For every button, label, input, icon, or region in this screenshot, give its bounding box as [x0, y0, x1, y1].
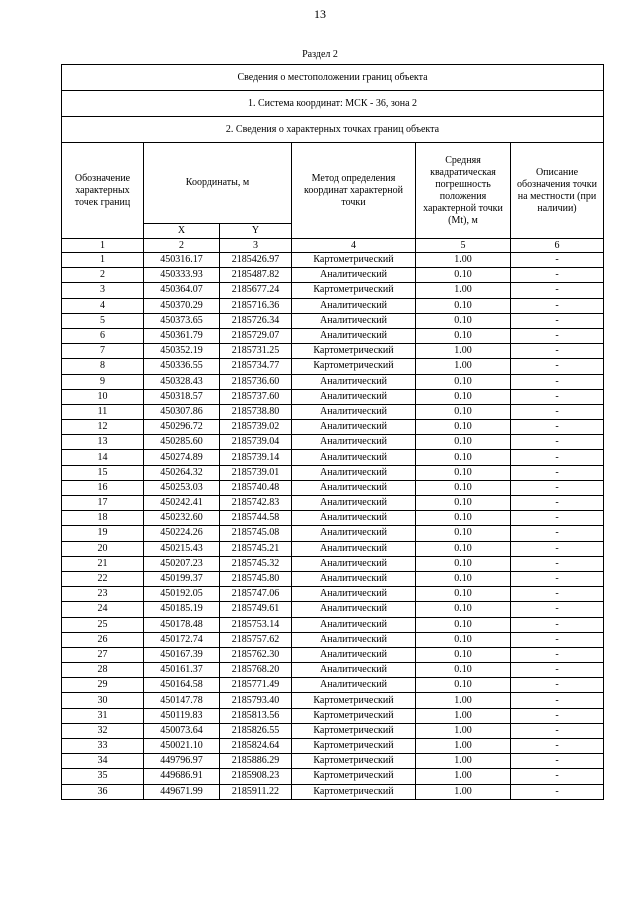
- method-cell: Аналитический: [292, 496, 416, 511]
- x-cell: 450364.07: [144, 283, 220, 298]
- table-row: [62, 374, 604, 389]
- y-cell: 2185739.04: [220, 435, 292, 450]
- x-cell: 450285.60: [144, 435, 220, 450]
- table-row: [62, 359, 604, 374]
- description-cell: -: [511, 708, 604, 723]
- description-cell: -: [511, 571, 604, 586]
- accuracy-cell: 1.00: [416, 769, 511, 784]
- y-cell: 2185739.02: [220, 420, 292, 435]
- point-id-cell: 22: [62, 571, 144, 586]
- table-row: [62, 571, 604, 586]
- y-cell: 2185745.32: [220, 556, 292, 571]
- y-cell: 2185824.64: [220, 739, 292, 754]
- table-row: [62, 253, 604, 268]
- boundary-points-table: [61, 64, 604, 800]
- point-id-cell: 19: [62, 526, 144, 541]
- method-cell: Аналитический: [292, 450, 416, 465]
- table-row: [62, 647, 604, 662]
- table-row: [62, 268, 604, 283]
- y-cell: 2185762.30: [220, 647, 292, 662]
- table-row: [62, 389, 604, 404]
- method-cell: Аналитический: [292, 511, 416, 526]
- x-cell: 450021.10: [144, 739, 220, 754]
- header-accuracy: Средняя квадратическая погрешность положения характерной точки (Mt), м: [416, 143, 511, 239]
- page-number: 13: [314, 7, 326, 21]
- accuracy-cell: 0.10: [416, 435, 511, 450]
- method-cell: Аналитический: [292, 571, 416, 586]
- accuracy-cell: 0.10: [416, 389, 511, 404]
- description-cell: -: [511, 511, 604, 526]
- table-title: Сведения о местоположении границ объекта: [62, 65, 604, 91]
- point-id-cell: 1: [62, 253, 144, 268]
- y-cell: 2185745.80: [220, 571, 292, 586]
- y-cell: 2185753.14: [220, 617, 292, 632]
- point-id-cell: 26: [62, 632, 144, 647]
- x-cell: 450164.58: [144, 678, 220, 693]
- point-id-cell: 17: [62, 496, 144, 511]
- accuracy-cell: 1.00: [416, 344, 511, 359]
- description-cell: -: [511, 313, 604, 328]
- method-cell: Аналитический: [292, 435, 416, 450]
- header-point: Обозначение характерных точек границ: [62, 143, 144, 239]
- description-cell: -: [511, 420, 604, 435]
- point-id-cell: 29: [62, 678, 144, 693]
- x-cell: 450207.23: [144, 556, 220, 571]
- description-cell: -: [511, 693, 604, 708]
- point-id-cell: 6: [62, 328, 144, 343]
- y-cell: 2185426.97: [220, 253, 292, 268]
- y-cell: 2185745.21: [220, 541, 292, 556]
- x-cell: 450167.39: [144, 647, 220, 662]
- header-method: Метод определения координат характерной точки: [292, 143, 416, 239]
- x-cell: 450119.83: [144, 708, 220, 723]
- x-cell: 450215.43: [144, 541, 220, 556]
- accuracy-cell: 1.00: [416, 708, 511, 723]
- description-cell: -: [511, 663, 604, 678]
- y-cell: 2185745.08: [220, 526, 292, 541]
- description-cell: -: [511, 602, 604, 617]
- point-id-cell: 7: [62, 344, 144, 359]
- y-cell: 2185911.22: [220, 784, 292, 799]
- description-cell: -: [511, 526, 604, 541]
- description-cell: -: [511, 632, 604, 647]
- description-cell: -: [511, 374, 604, 389]
- y-cell: 2185731.25: [220, 344, 292, 359]
- method-cell: Аналитический: [292, 556, 416, 571]
- table-row: [62, 632, 604, 647]
- description-cell: -: [511, 435, 604, 450]
- y-cell: 2185677.24: [220, 283, 292, 298]
- table-row: [62, 420, 604, 435]
- point-id-cell: 20: [62, 541, 144, 556]
- method-cell: Аналитический: [292, 480, 416, 495]
- accuracy-cell: 0.10: [416, 268, 511, 283]
- point-id-cell: 25: [62, 617, 144, 632]
- method-cell: Картометрический: [292, 344, 416, 359]
- point-id-cell: 2: [62, 268, 144, 283]
- x-cell: 450316.17: [144, 253, 220, 268]
- points-heading: 2. Сведения о характерных точках границ объекта: [62, 117, 604, 143]
- accuracy-cell: 0.10: [416, 313, 511, 328]
- y-cell: 2185487.82: [220, 268, 292, 283]
- column-number: 4: [292, 239, 416, 253]
- method-cell: Картометрический: [292, 253, 416, 268]
- accuracy-cell: 0.10: [416, 511, 511, 526]
- accuracy-cell: 0.10: [416, 602, 511, 617]
- y-cell: 2185736.60: [220, 374, 292, 389]
- description-cell: -: [511, 739, 604, 754]
- accuracy-cell: 0.10: [416, 587, 511, 602]
- accuracy-cell: 0.10: [416, 480, 511, 495]
- y-cell: 2185813.56: [220, 708, 292, 723]
- description-cell: -: [511, 769, 604, 784]
- description-cell: -: [511, 328, 604, 343]
- x-cell: 450161.37: [144, 663, 220, 678]
- accuracy-cell: 1.00: [416, 784, 511, 799]
- column-number: 2: [144, 239, 220, 253]
- point-id-cell: 23: [62, 587, 144, 602]
- point-id-cell: 30: [62, 693, 144, 708]
- table-row: [62, 754, 604, 769]
- accuracy-cell: 1.00: [416, 723, 511, 738]
- column-number: 3: [220, 239, 292, 253]
- accuracy-cell: 0.10: [416, 404, 511, 419]
- x-cell: 450274.89: [144, 450, 220, 465]
- y-cell: 2185886.29: [220, 754, 292, 769]
- accuracy-cell: 1.00: [416, 253, 511, 268]
- y-cell: 2185737.60: [220, 389, 292, 404]
- description-cell: -: [511, 678, 604, 693]
- point-id-cell: 14: [62, 450, 144, 465]
- x-cell: 450172.74: [144, 632, 220, 647]
- method-cell: Аналитический: [292, 602, 416, 617]
- accuracy-cell: 0.10: [416, 678, 511, 693]
- table-row: [62, 617, 604, 632]
- y-cell: 2185740.48: [220, 480, 292, 495]
- table-row: [62, 480, 604, 495]
- table-row: [62, 283, 604, 298]
- table-row: [62, 313, 604, 328]
- method-cell: Аналитический: [292, 328, 416, 343]
- x-cell: 450192.05: [144, 587, 220, 602]
- table-row: [62, 526, 604, 541]
- table-row: [62, 465, 604, 480]
- x-cell: 450352.19: [144, 344, 220, 359]
- y-cell: 2185734.77: [220, 359, 292, 374]
- description-cell: -: [511, 404, 604, 419]
- description-cell: -: [511, 587, 604, 602]
- method-cell: Аналитический: [292, 647, 416, 662]
- x-cell: 450370.29: [144, 298, 220, 313]
- table-row: [62, 541, 604, 556]
- description-cell: -: [511, 723, 604, 738]
- header-y: Y: [220, 224, 292, 239]
- description-cell: -: [511, 754, 604, 769]
- method-cell: Аналитический: [292, 374, 416, 389]
- accuracy-cell: 0.10: [416, 496, 511, 511]
- table-row: [62, 435, 604, 450]
- accuracy-cell: 0.10: [416, 556, 511, 571]
- method-cell: Аналитический: [292, 541, 416, 556]
- accuracy-cell: 0.10: [416, 663, 511, 678]
- accuracy-cell: 1.00: [416, 359, 511, 374]
- accuracy-cell: 0.10: [416, 465, 511, 480]
- accuracy-cell: 0.10: [416, 450, 511, 465]
- point-id-cell: 33: [62, 739, 144, 754]
- point-id-cell: 32: [62, 723, 144, 738]
- method-cell: Картометрический: [292, 359, 416, 374]
- x-cell: 450328.43: [144, 374, 220, 389]
- x-cell: 450199.37: [144, 571, 220, 586]
- description-cell: -: [511, 784, 604, 799]
- y-cell: 2185747.06: [220, 587, 292, 602]
- accuracy-cell: 0.10: [416, 374, 511, 389]
- point-id-cell: 12: [62, 420, 144, 435]
- point-id-cell: 27: [62, 647, 144, 662]
- description-cell: -: [511, 465, 604, 480]
- table-row: [62, 556, 604, 571]
- method-cell: Аналитический: [292, 632, 416, 647]
- y-cell: 2185738.80: [220, 404, 292, 419]
- table-row: [62, 693, 604, 708]
- x-cell: 449671.99: [144, 784, 220, 799]
- table-row: [62, 328, 604, 343]
- column-number: 1: [62, 239, 144, 253]
- description-cell: -: [511, 268, 604, 283]
- method-cell: Аналитический: [292, 678, 416, 693]
- description-cell: -: [511, 496, 604, 511]
- description-cell: -: [511, 556, 604, 571]
- point-id-cell: 35: [62, 769, 144, 784]
- y-cell: 2185742.83: [220, 496, 292, 511]
- y-cell: 2185739.01: [220, 465, 292, 480]
- x-cell: 450373.65: [144, 313, 220, 328]
- x-cell: 450224.26: [144, 526, 220, 541]
- description-cell: -: [511, 344, 604, 359]
- column-number: 6: [511, 239, 604, 253]
- method-cell: Картометрический: [292, 723, 416, 738]
- point-id-cell: 31: [62, 708, 144, 723]
- table-row: [62, 678, 604, 693]
- method-cell: Аналитический: [292, 420, 416, 435]
- accuracy-cell: 1.00: [416, 283, 511, 298]
- x-cell: 449686.91: [144, 769, 220, 784]
- table-row: [62, 663, 604, 678]
- point-id-cell: 4: [62, 298, 144, 313]
- header-description: Описание обозначения точки на местности (при наличии): [511, 143, 604, 239]
- x-cell: 450318.57: [144, 389, 220, 404]
- accuracy-cell: 1.00: [416, 754, 511, 769]
- description-cell: -: [511, 253, 604, 268]
- description-cell: -: [511, 480, 604, 495]
- method-cell: Аналитический: [292, 298, 416, 313]
- point-id-cell: 16: [62, 480, 144, 495]
- y-cell: 2185716.36: [220, 298, 292, 313]
- point-id-cell: 11: [62, 404, 144, 419]
- method-cell: Аналитический: [292, 404, 416, 419]
- table-row: [62, 708, 604, 723]
- y-cell: 2185908.23: [220, 769, 292, 784]
- table-row: [62, 723, 604, 738]
- y-cell: 2185826.55: [220, 723, 292, 738]
- description-cell: -: [511, 283, 604, 298]
- method-cell: Аналитический: [292, 617, 416, 632]
- y-cell: 2185744.58: [220, 511, 292, 526]
- column-number: 5: [416, 239, 511, 253]
- table-row: [62, 511, 604, 526]
- description-cell: -: [511, 450, 604, 465]
- x-cell: 450361.79: [144, 328, 220, 343]
- method-cell: Аналитический: [292, 313, 416, 328]
- point-id-cell: 13: [62, 435, 144, 450]
- accuracy-cell: 0.10: [416, 632, 511, 647]
- accuracy-cell: 0.10: [416, 571, 511, 586]
- description-cell: -: [511, 359, 604, 374]
- table-row: [62, 587, 604, 602]
- x-cell: 450242.41: [144, 496, 220, 511]
- accuracy-cell: 1.00: [416, 739, 511, 754]
- x-cell: 450185.19: [144, 602, 220, 617]
- y-cell: 2185726.34: [220, 313, 292, 328]
- x-cell: 450073.64: [144, 723, 220, 738]
- y-cell: 2185729.07: [220, 328, 292, 343]
- x-cell: 450253.03: [144, 480, 220, 495]
- table-row: [62, 602, 604, 617]
- x-cell: 449796.97: [144, 754, 220, 769]
- point-id-cell: 9: [62, 374, 144, 389]
- y-cell: 2185768.20: [220, 663, 292, 678]
- description-cell: -: [511, 389, 604, 404]
- table-row: [62, 298, 604, 313]
- point-id-cell: 8: [62, 359, 144, 374]
- point-id-cell: 5: [62, 313, 144, 328]
- table-row: [62, 784, 604, 799]
- table-row: [62, 404, 604, 419]
- y-cell: 2185749.61: [220, 602, 292, 617]
- method-cell: Аналитический: [292, 389, 416, 404]
- point-id-cell: 18: [62, 511, 144, 526]
- x-cell: 450307.86: [144, 404, 220, 419]
- x-cell: 450336.55: [144, 359, 220, 374]
- accuracy-cell: 0.10: [416, 420, 511, 435]
- method-cell: Картометрический: [292, 769, 416, 784]
- accuracy-cell: 0.10: [416, 541, 511, 556]
- y-cell: 2185793.40: [220, 693, 292, 708]
- x-cell: 450232.60: [144, 511, 220, 526]
- table-row: [62, 344, 604, 359]
- method-cell: Картометрический: [292, 784, 416, 799]
- description-cell: -: [511, 541, 604, 556]
- table-body: [62, 253, 604, 800]
- description-cell: -: [511, 617, 604, 632]
- accuracy-cell: 0.10: [416, 526, 511, 541]
- method-cell: Картометрический: [292, 739, 416, 754]
- header-x: X: [144, 224, 220, 239]
- point-id-cell: 21: [62, 556, 144, 571]
- table-row: [62, 769, 604, 784]
- method-cell: Картометрический: [292, 754, 416, 769]
- x-cell: 450147.78: [144, 693, 220, 708]
- point-id-cell: 34: [62, 754, 144, 769]
- accuracy-cell: 0.10: [416, 617, 511, 632]
- method-cell: Аналитический: [292, 663, 416, 678]
- method-cell: Аналитический: [292, 465, 416, 480]
- method-cell: Аналитический: [292, 268, 416, 283]
- table-row: [62, 739, 604, 754]
- description-cell: -: [511, 647, 604, 662]
- accuracy-cell: 0.10: [416, 328, 511, 343]
- x-cell: 450178.48: [144, 617, 220, 632]
- method-cell: Аналитический: [292, 526, 416, 541]
- method-cell: Картометрический: [292, 708, 416, 723]
- description-cell: -: [511, 298, 604, 313]
- y-cell: 2185757.62: [220, 632, 292, 647]
- point-id-cell: 36: [62, 784, 144, 799]
- y-cell: 2185771.49: [220, 678, 292, 693]
- accuracy-cell: 0.10: [416, 647, 511, 662]
- method-cell: Картометрический: [292, 283, 416, 298]
- method-cell: Аналитический: [292, 587, 416, 602]
- coordinate-system: 1. Система координат: МСК - 36, зона 2: [62, 91, 604, 117]
- point-id-cell: 24: [62, 602, 144, 617]
- point-id-cell: 10: [62, 389, 144, 404]
- section-label: Раздел 2: [302, 49, 338, 60]
- x-cell: 450296.72: [144, 420, 220, 435]
- accuracy-cell: 0.10: [416, 298, 511, 313]
- point-id-cell: 28: [62, 663, 144, 678]
- table-row: [62, 450, 604, 465]
- table-row: [62, 496, 604, 511]
- header-coords: Координаты, м: [144, 143, 292, 224]
- y-cell: 2185739.14: [220, 450, 292, 465]
- method-cell: Картометрический: [292, 693, 416, 708]
- x-cell: 450333.93: [144, 268, 220, 283]
- x-cell: 450264.32: [144, 465, 220, 480]
- point-id-cell: 3: [62, 283, 144, 298]
- accuracy-cell: 1.00: [416, 693, 511, 708]
- point-id-cell: 15: [62, 465, 144, 480]
